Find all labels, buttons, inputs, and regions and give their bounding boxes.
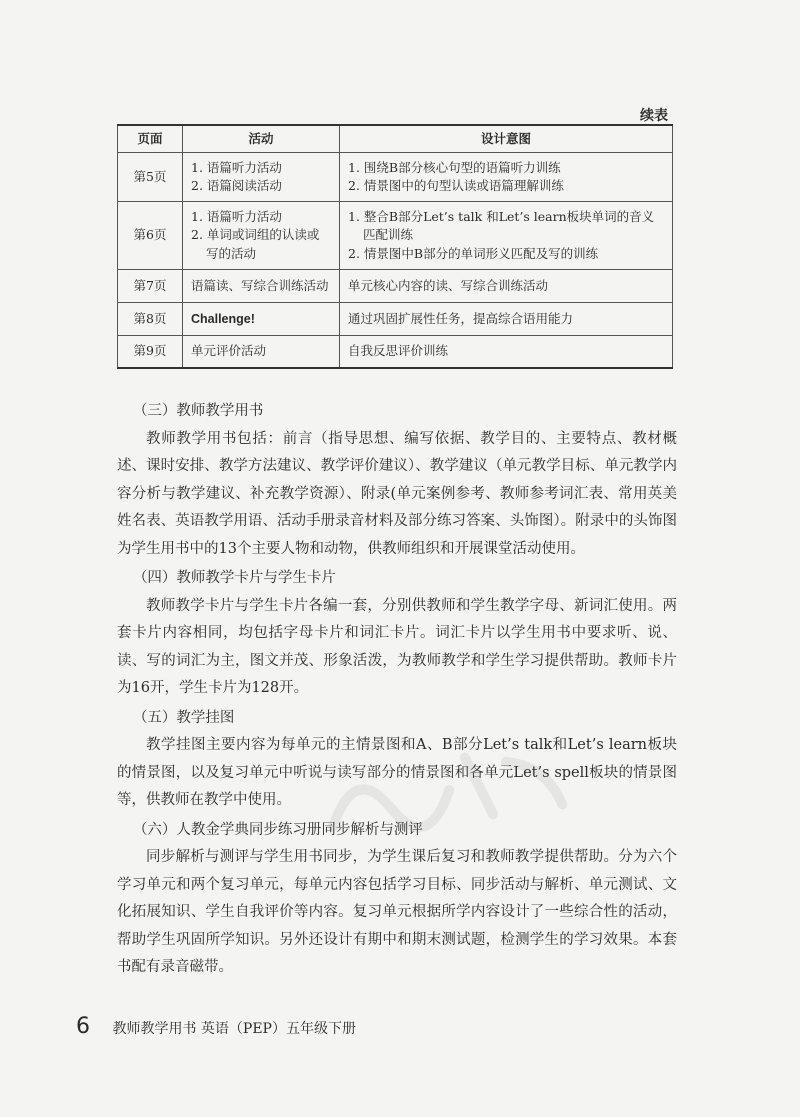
- activity-cell: Challenge!: [183, 302, 340, 335]
- activity-line: 1. 语篇听力活动: [191, 209, 282, 225]
- page-cell: 第5页: [118, 153, 183, 202]
- activity-cell: [183, 202, 340, 269]
- intent-line: 1. 围绕B部分核心句型的语篇听力训练: [348, 160, 561, 175]
- activity-line: 1. 语篇听力活动: [191, 160, 282, 175]
- table-row: [118, 302, 673, 335]
- activity-cell: [183, 153, 340, 202]
- activity-line: 写的活动: [206, 245, 257, 261]
- intent-cell: [340, 153, 673, 202]
- intent-line: 2. 情景图中B部分的单词形义匹配及写的训练: [348, 245, 599, 261]
- table-header-row: [118, 125, 673, 153]
- book-title: 教师教学用书 英语（PEP）五年级下册: [112, 1021, 356, 1037]
- activity-line: 2. 单词或词组的认读或: [191, 227, 320, 243]
- page-cell: 第9页: [118, 335, 183, 368]
- activity-cell: 单元评价活动: [183, 335, 340, 368]
- table-row: [118, 269, 673, 302]
- intent-cell: 通过巩固扩展性任务，提高综合语用能力: [340, 302, 673, 335]
- intent-line: 2. 情景图中的句型认读或语篇理解训练: [348, 178, 564, 194]
- activity-cell: 语篇读、写综合训练活动: [183, 269, 340, 302]
- table-row: [118, 202, 673, 269]
- intent-cell: 单元核心内容的读、写综合训练活动: [340, 269, 673, 302]
- header-page: 页面: [118, 125, 183, 153]
- header-intent: 设计意图: [340, 125, 673, 153]
- activity-line: 2. 语篇阅读活动: [191, 178, 282, 194]
- page-number: 6: [76, 1014, 90, 1039]
- activity-design-table: [117, 124, 673, 369]
- page-cell: 第7页: [118, 269, 183, 302]
- body-text: [117, 396, 677, 982]
- table-row: [118, 335, 673, 368]
- section-heading: （六）人教金学典同步练习册同步解析与测评: [132, 821, 423, 838]
- section-paragraph: 同步解析与测评与学生用书同步，为学生课后复习和教师教学提供帮助。分为六个学习单元和两个复习单元，每单元内容包括学习目标、同步活动与解析、单元测试、文化拓展知识、学生自我评价等内容。复习单元根据所学内容设计了一些综合性的活动，帮助学生巩固所学知识。另外还设计有期中和期末测试题，检测学生的学习效果。本套书配有录音磁带。: [117, 849, 677, 975]
- section-heading: （四）教师教学卡片与学生卡片: [132, 570, 336, 586]
- section-paragraph: 教学挂图主要内容为每单元的主情景图和A、B部分Let’s talk和Let’s learn板块的情景图，以及复习单元中听说与读写部分的情景图和各单元Let’s spell板块的情景图等，供教师在教学中使用。: [117, 737, 677, 808]
- intent-cell: [340, 202, 673, 269]
- section-paragraph: 教师教学用书包括：前言（指导思想、编写依据、教学目的、主要特点、教材概述、课时安排、教学方法建议、教学评价建议）、教学建议（单元教学目标、单元教学内容分析与教学建议、补充教学资源）、附录(单元案例参考、教师参考词汇表、常用英美姓名表、英语教学用语、活动手册录音材料及部分练习答案、头饰图）。附录中的头饰图为学生用书中的13个主要人物和动物，供教师组织和开展课堂活动使用。: [117, 430, 677, 557]
- header-activity: 活动: [183, 125, 340, 153]
- page-cell: 第8页: [118, 302, 183, 335]
- continued-label: 续表: [640, 108, 668, 124]
- page-footer: [76, 1014, 356, 1039]
- table-row: [118, 153, 673, 202]
- intent-line: 匹配训练: [363, 227, 414, 243]
- section-heading: （五）教学挂图: [132, 709, 235, 726]
- intent-line: 1. 整合B部分Let’s talk 和Let’s learn板块单词的音义: [348, 209, 655, 225]
- section-heading: （三）教师教学用书: [132, 403, 264, 419]
- section-paragraph: 教师教学卡片与学生卡片各编一套，分别供教师和学生教学字母、新词汇使用。两套卡片内容相同，均包括字母卡片和词汇卡片。词汇卡片以学生用书中要求听、说、读、写的词汇为主，图文并茂、形象活泼，为教师教学和学生学习提供帮助。教师卡片为16开，学生卡片为128开。: [117, 597, 677, 696]
- intent-cell: 自我反思评价训练: [340, 335, 673, 368]
- page-cell: 第6页: [118, 202, 183, 269]
